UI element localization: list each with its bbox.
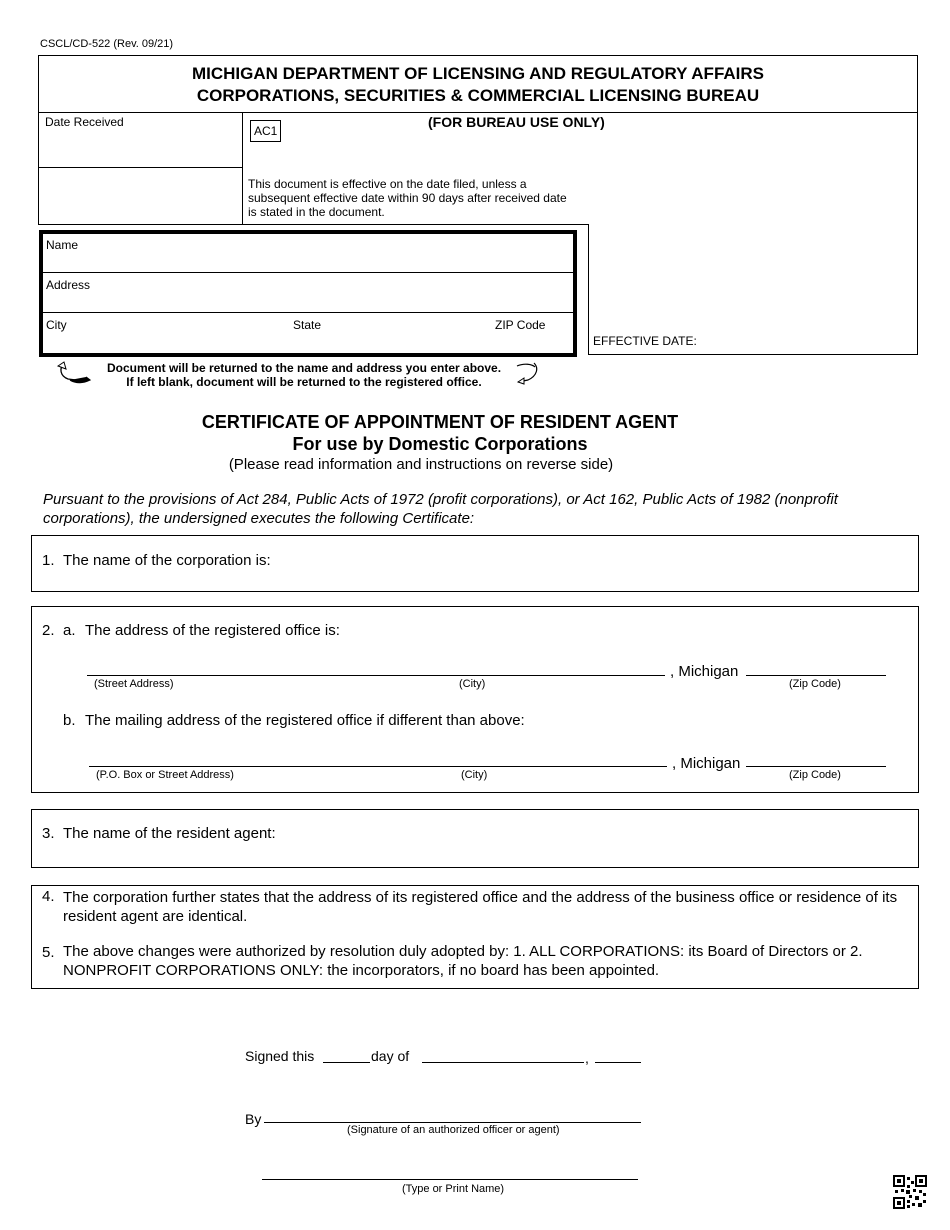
item3-text: The name of the resident agent: xyxy=(63,825,276,842)
signed-year-line[interactable] xyxy=(595,1062,641,1063)
day-of-label: day of xyxy=(371,1048,410,1064)
item2a-text: The address of the registered office is: xyxy=(85,622,340,639)
signature-label: (Signature of an authorized officer or agent) xyxy=(347,1124,560,1136)
return-city-label: City xyxy=(46,318,67,332)
effective-left xyxy=(588,224,589,355)
header-line2: CORPORATIONS, SECURITIES & COMMERCIAL LICENSING BUREAU xyxy=(196,86,760,105)
return-state-label: State xyxy=(293,318,322,332)
mailing-city-label: (City) xyxy=(461,769,488,781)
header-line1: MICHIGAN DEPARTMENT OF LICENSING AND REGULATORY AFFAIRS xyxy=(191,64,765,83)
curved-arrow-icon xyxy=(514,360,540,386)
bureau-divider xyxy=(242,224,588,225)
item5-text: The above changes were authorized by resolution duly adopted by: 1. ALL CORPORATIONS: its Board of Directors or 2. NONPROFIT CORPORATIONS ONLY: the incorporators, if no board has been appointed. xyxy=(63,943,863,979)
right-border xyxy=(917,112,918,355)
registered-zip-line[interactable] xyxy=(746,675,886,676)
signed-this-label: Signed this xyxy=(245,1048,315,1064)
mailing-zip-line[interactable] xyxy=(746,766,886,767)
by-label: By xyxy=(245,1111,262,1127)
effective-note: This document is effective on the date filed, unless a subsequent effective date within 90 days after received date is stated in the document. xyxy=(248,177,567,219)
item5-number: 5. xyxy=(42,944,55,961)
item1-text: The name of the corporation is: xyxy=(63,552,271,569)
item3-box xyxy=(31,809,919,868)
resident-agent-field[interactable] xyxy=(292,820,902,858)
item1-number: 1. xyxy=(42,552,55,569)
return-name-label: Name xyxy=(46,238,79,252)
item1-box xyxy=(31,535,919,592)
registered-state-label: , Michigan xyxy=(670,663,739,680)
return-zip-label: ZIP Code xyxy=(495,318,546,332)
item4-number: 4. xyxy=(42,888,55,905)
mailing-zip-label: (Zip Code) xyxy=(789,769,841,781)
signed-month-line[interactable] xyxy=(422,1062,584,1063)
signed-comma: , xyxy=(585,1050,589,1066)
name-divider xyxy=(43,272,573,273)
registered-street-label: (Street Address) xyxy=(94,678,174,690)
date-received-box xyxy=(38,112,243,168)
return-address-label: Address xyxy=(46,278,91,292)
effective-bottom xyxy=(588,354,918,355)
signed-day-line[interactable] xyxy=(323,1062,370,1063)
return-note-line2: If left blank, document will be returned to the registered office. xyxy=(126,375,482,389)
preamble: Pursuant to the provisions of Act 284, Public Acts of 1972 (profit corporations), or Act 162, Public Acts of 1982 (nonprofit corporations), the undersigned executes the following Certificate: xyxy=(43,491,838,527)
return-note xyxy=(92,361,516,389)
item4-text: The corporation further states that the address of its registered office and the address of the business office or residence of its resident agent are identical. xyxy=(63,889,898,925)
items45-box xyxy=(31,885,919,989)
bureau-use-only: (FOR BUREAU USE ONLY) xyxy=(428,114,605,130)
effective-date-label: EFFECTIVE DATE: xyxy=(593,334,697,348)
item2b-sub: b. xyxy=(63,712,76,729)
header-box xyxy=(38,55,918,113)
mailing-street-label: (P.O. Box or Street Address) xyxy=(96,769,234,781)
corporation-name-field[interactable] xyxy=(332,546,902,582)
bureau-code: AC1 xyxy=(250,120,281,142)
item2b-text: The mailing address of the registered office if different than above: xyxy=(85,712,525,729)
return-note-line1: Document will be returned to the name and address you enter above. xyxy=(106,361,502,375)
item3-number: 3. xyxy=(42,825,55,842)
item2a-sub: a. xyxy=(63,622,76,639)
blank-box xyxy=(38,167,243,225)
return-address-box xyxy=(39,230,577,357)
mailing-street-city-line[interactable] xyxy=(89,766,667,767)
title-line3: (Please read information and instructions on reverse side) xyxy=(228,456,614,473)
date-received-label: Date Received xyxy=(45,115,124,129)
mailing-state-label: , Michigan xyxy=(672,755,741,772)
address-divider xyxy=(43,312,573,313)
title-line1: CERTIFICATE OF APPOINTMENT OF RESIDENT AGENT xyxy=(201,412,679,432)
signature-line[interactable] xyxy=(264,1122,641,1123)
registered-zip-label: (Zip Code) xyxy=(789,678,841,690)
print-name-line[interactable] xyxy=(262,1179,638,1180)
title-line2: For use by Domestic Corporations xyxy=(292,434,588,454)
form-id: CSCL/CD-522 (Rev. 09/21) xyxy=(40,38,174,50)
registered-street-city-line[interactable] xyxy=(87,675,665,676)
print-name-label: (Type or Print Name) xyxy=(402,1183,505,1195)
curved-arrow-icon xyxy=(56,360,92,386)
item2-number: 2. xyxy=(42,622,55,639)
qr-code-icon xyxy=(893,1175,927,1209)
item2-box xyxy=(31,606,919,793)
registered-city-label: (City) xyxy=(459,678,486,690)
